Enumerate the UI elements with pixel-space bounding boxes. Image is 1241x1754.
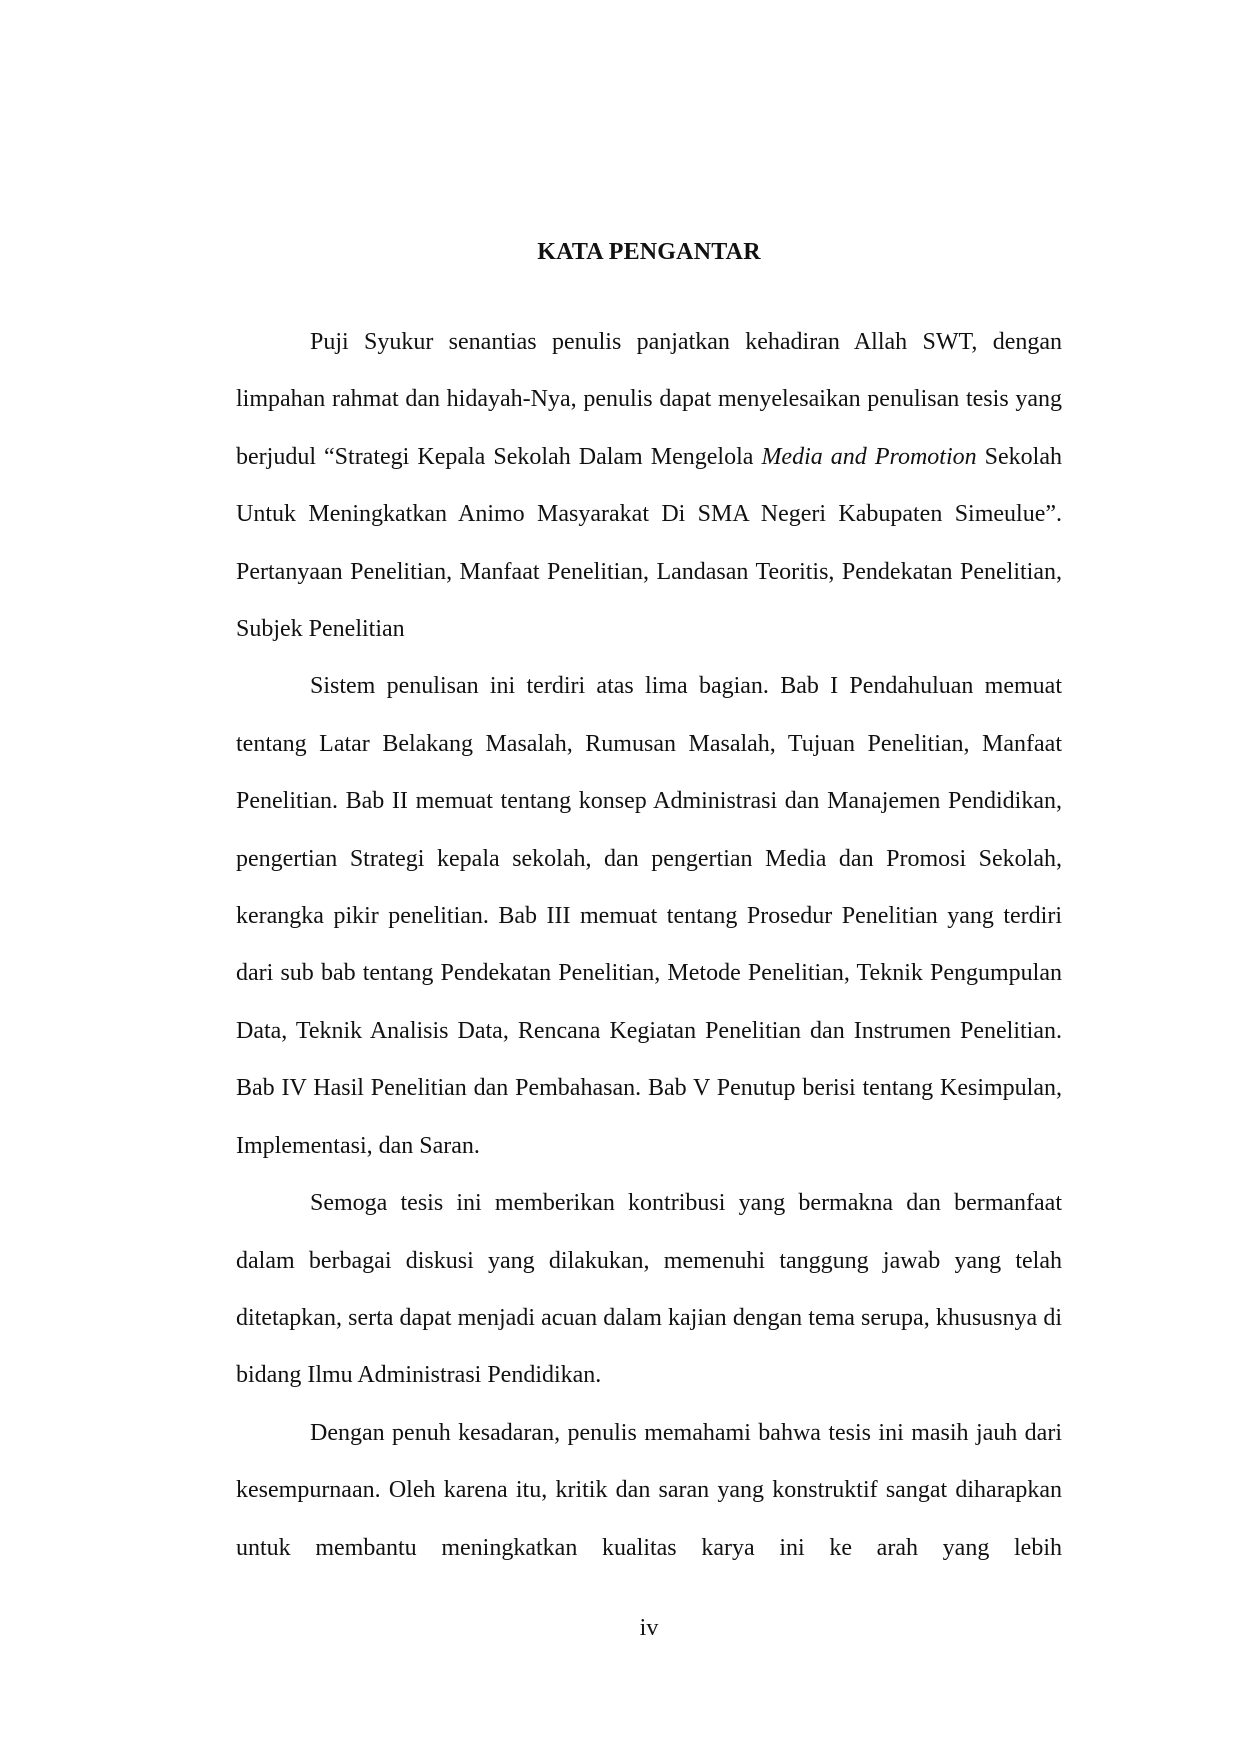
paragraph-4: Dengan penuh kesadaran, penulis memahami bahwa tesis ini masih jauh dari kesempurnaan. Oleh karena itu, kritik dan saran yang konstruktif sangat diharapkan untuk membantu meningkatkan kualitas karya ini ke arah yang lebih [236, 1419, 1062, 1561]
paragraph-1-italic-title: Media and Promotion [761, 443, 977, 470]
page-title: KATA PENGANTAR [537, 239, 761, 265]
paragraph-1-text-start: Puji Syukur senantias penulis panjatkan kehadiran Allah SWT, dengan limpahan rahmat dan hidayah-Nya, penulis dapat menyelesaikan penulisan tesis yang berjudul “Strategi Kepala Sekolah Dalam Mengelola [236, 329, 1062, 470]
document-body [236, 314, 1062, 1577]
paragraph-2: Sistem penulisan ini terdiri atas lima bagian. Bab I Pendahuluan memuat tentang Latar Belakang Masalah, Rumusan Masalah, Tujuan Penelitian, Manfaat Penelitian. Bab II memuat tentang konsep Administrasi dan Manajemen Pendidikan, pengertian Strategi kepala sekolah, dan pengertian Media dan Promosi Sekolah, kerangka pikir penelitian. Bab III memuat tentang Prosedur Penelitian yang terdiri dari sub bab tentang Pendekatan Penelitian, Metode Penelitian, Teknik Pengumpulan Data, Teknik Analisis Data, Rencana Kegiatan Penelitian dan Instrumen Penelitian. Bab IV Hasil Penelitian dan Pembahasan. Bab V Penutup berisi tentang Kesimpulan, Implementasi, dan Saran. [236, 673, 1062, 1159]
paragraph-1 [236, 314, 1062, 658]
paragraph-1-text-end: Sekolah Untuk Meningkatkan Animo Masyarakat Di SMA Negeri Kabupaten Simeulue”. Pertanyaan Penelitian, Manfaat Penelitian, Landasan Teoritis, Pendekatan Penelitian, Subjek Penelitian [236, 443, 1062, 643]
page-number: iv [639, 1615, 659, 1641]
paragraph-3: Semoga tesis ini memberikan kontribusi yang bermakna dan bermanfaat dalam berbagai diskusi yang dilakukan, memenuhi tanggung jawab yang telah ditetapkan, serta dapat menjadi acuan dalam kajian dengan tema serupa, khususnya di bidang Ilmu Administrasi Pendidikan. [236, 1190, 1062, 1389]
